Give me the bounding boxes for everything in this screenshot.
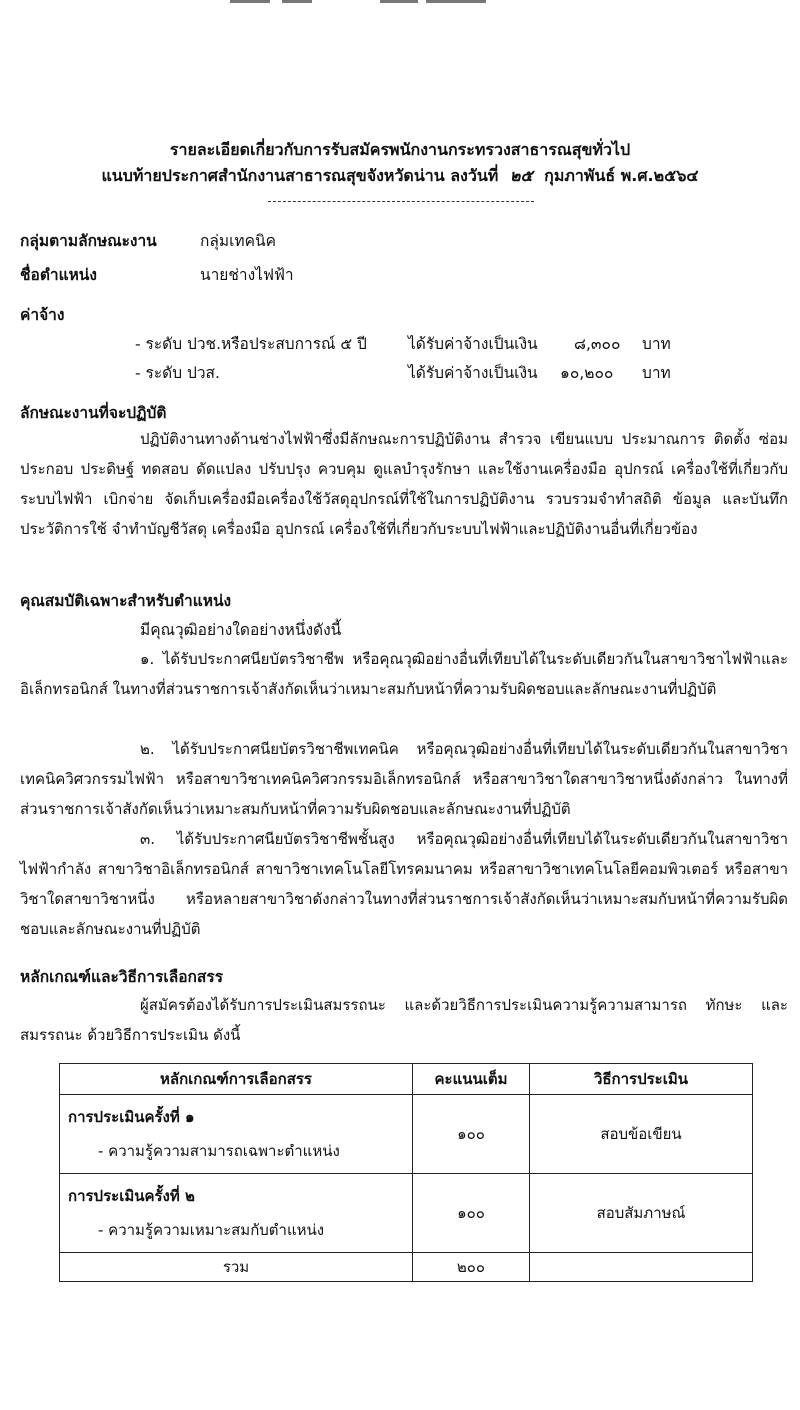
- wage-unit-1: บาท: [642, 335, 671, 353]
- total-label: รวม: [60, 1253, 413, 1282]
- wage-unit-2: บาท: [642, 364, 671, 382]
- round-item: - ความรู้ความสามารถเฉพาะตำแหน่ง: [98, 1142, 340, 1160]
- duties-body: [20, 424, 788, 544]
- handwritten-day: ๒๕: [509, 166, 533, 185]
- score-cell: ๑๐๐: [413, 1095, 530, 1174]
- round-item: - ความรู้ความเหมาะสมกับตำแหน่ง: [98, 1221, 325, 1239]
- title-divider: [268, 201, 534, 202]
- group-label: กลุ่มตามลักษณะงาน: [20, 232, 157, 250]
- qualification-item-3: [20, 824, 788, 944]
- wage-heading: ค่าจ้าง: [20, 306, 65, 324]
- wage-text-2: ได้รับค่าจ้างเป็นเงิน: [408, 364, 538, 382]
- table-total-row: [60, 1253, 753, 1282]
- criteria-cell: [60, 1174, 413, 1253]
- round-label: การประเมินครั้งที่ ๒: [68, 1187, 195, 1205]
- scan-artifact: [230, 0, 490, 6]
- wage-amount-2: ๑๐,๒๐๐: [560, 364, 614, 382]
- score-cell: ๑๐๐: [413, 1174, 530, 1253]
- group-value: กลุ่มเทคนิค: [200, 232, 276, 250]
- header-method: วิธีการประเมิน: [530, 1064, 753, 1095]
- selection-heading: หลักเกณฑ์และวิธีการเลือกสรร: [20, 968, 224, 986]
- qualification-item-1: [20, 644, 788, 704]
- table-header-row: [60, 1064, 753, 1095]
- header-score: คะแนนเต็ม: [413, 1064, 530, 1095]
- qualifications-heading: คุณสมบัติเฉพาะสำหรับตำแหน่ง: [20, 592, 232, 610]
- table-row: [60, 1174, 753, 1253]
- duties-heading: ลักษณะงานที่จะปฏิบัติ: [20, 404, 167, 422]
- qualifications-intro: มีคุณวุฒิอย่างใดอย่างหนึ่งดังนี้: [140, 621, 342, 639]
- total-score: ๒๐๐: [413, 1253, 530, 1282]
- subtitle-prefix: แนบท้ายประกาศสำนักงานสาธารณสุขจังหวัดน่าน ลงวันที่: [101, 166, 499, 185]
- header-criteria: หลักเกณฑ์การเลือกสรร: [60, 1064, 413, 1095]
- method-cell: สอบข้อเขียน: [530, 1095, 753, 1174]
- qualification-text-1: ๑. ได้รับประกาศนียบัตรวิชาชีพ หรือคุณวุฒิอย่างอื่นที่เทียบได้ในระดับเดียวกันในสาขาวิชาไฟฟ้าและอิเล็กทรอนิกส์ ในทางที่ส่วนราชการเจ้าสังกัดเห็นว่าเหมาะสมกับหน้าที่ความรับผิดชอบและลักษณะงานที่ปฏิบัติ: [20, 650, 788, 698]
- table-row: [60, 1095, 753, 1174]
- qualification-text-2: ๒. ได้รับประกาศนียบัตรวิชาชีพเทคนิค หรือคุณวุฒิอย่างอื่นที่เทียบได้ในระดับเดียวกันในสาขาวิชาเทคนิควิศวกรรมไฟฟ้า หรือสาขาวิชาเทคนิควิศวกรรมอิเล็กทรอนิกส์ หรือสาขาวิชาใดสาขาวิชาหนึ่งดังกล่าว ในทางที่ส่วนราชการเจ้าสังกัดเห็นว่าเหมาะสมกับหน้าที่ความรับผิดชอบและลักษณะงานที่ปฏิบัติ: [20, 740, 788, 818]
- wage-level-1: - ระดับ ปวช.หรือประสบการณ์ ๕ ปี: [135, 335, 367, 353]
- document-title: รายละเอียดเกี่ยวกับการรับสมัครพนักงานกระทรวงสาธารณสุขทั่วไป: [169, 140, 631, 159]
- method-cell: สอบสัมภาษณ์: [530, 1174, 753, 1253]
- total-method-empty: [530, 1253, 753, 1282]
- duties-text: ปฏิบัติงานทางด้านช่างไฟฟ้าซึ่งมีลักษณะการปฏิบัติงาน สำรวจ เขียนแบบ ประมาณการ ติดตั้ง ซ่อม ประกอบ ประดิษฐ์ ทดสอบ ดัดแปลง ปรับปรุง ควบคุม ดูแลบำรุงรักษา และใช้งานเครื่องมือ อุปกรณ์ เครื่องใช้ที่เกี่ยวกับระบบไฟฟ้า เบิกจ่าย จัดเก็บเครื่องมือเครื่องใช้วัสดุอุปกรณ์ที่ใช้ในการปฏิบัติงาน รวบรวมจำทำสถิติ ข้อมูล และบันทึกประวัติการใช้ จำทำบัญชีวัสดุ เครื่องมือ อุปกรณ์ เครื่องใช้ที่เกี่ยวกับระบบไฟฟ้าและปฏิบัติงานอื่นที่เกี่ยวข้อง: [20, 430, 788, 538]
- qualification-item-2: [20, 734, 788, 824]
- wage-level-2: - ระดับ ปวส.: [135, 364, 220, 382]
- wage-amount-1: ๘,๓๐๐: [574, 335, 621, 353]
- criteria-cell: [60, 1095, 413, 1174]
- selection-table: [59, 1063, 753, 1282]
- qualification-text-3: ๓. ได้รับประกาศนียบัตรวิชาชีพชั้นสูง หรือคุณวุฒิอย่างอื่นที่เทียบได้ในระดับเดียวกันในสาขาวิชาไฟฟ้ากำลัง สาขาวิชาอิเล็กทรอนิกส์ สาขาวิชาเทคโนโลยีโทรคมนาคม หรือสาขาวิชาเทคโนโลยีคอมพิวเตอร์ หรือสาขาวิชาใดสาขาวิชาหนึ่ง หรือหลายสาขาวิชาดังกล่าวในทางที่ส่วนราชการเจ้าสังกัดเห็นว่าเหมาะสมกับหน้าที่ความรับผิดชอบและลักษณะงานที่ปฏิบัติ: [20, 830, 788, 938]
- round-label: การประเมินครั้งที่ ๑: [68, 1108, 195, 1126]
- subtitle-date: กุมภาพันธ์ พ.ศ.๒๕๖๔: [544, 166, 699, 185]
- selection-intro: [20, 990, 788, 1050]
- document-subtitle: [0, 164, 800, 189]
- wage-text-1: ได้รับค่าจ้างเป็นเงิน: [408, 335, 538, 353]
- position-value: นายช่างไฟฟ้า: [200, 266, 294, 284]
- position-label: ชื่อตำแหน่ง: [20, 266, 97, 284]
- selection-intro-text: ผู้สมัครต้องได้รับการประเมินสมรรถนะ และด้วยวิธีการประเมินความรู้ความสามารถ ทักษะ และสมรรถนะ ด้วยวิธีการประเมิน ดังนี้: [20, 996, 788, 1044]
